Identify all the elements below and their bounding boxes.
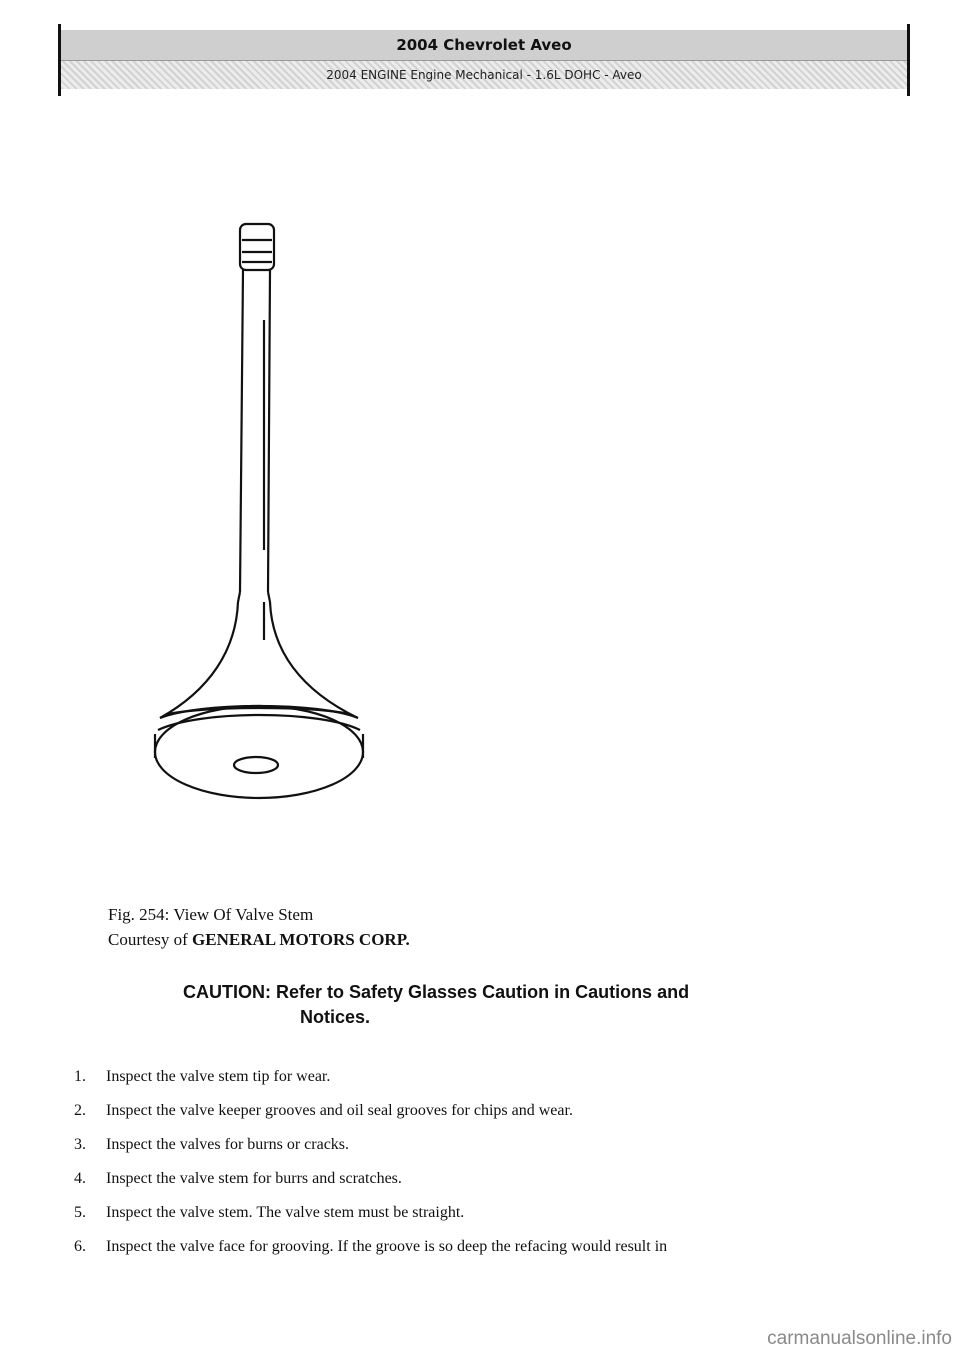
page-header [58, 24, 910, 96]
watermark: carmanualsonline.info [767, 1328, 952, 1349]
list-item: 3. Inspect the valves for burns or cracks. [74, 1136, 350, 1153]
document-subtitle: 2004 ENGINE Engine Mechanical - 1.6L DOHC - Aveo [61, 61, 907, 89]
list-item: 6. Inspect the valve face for grooving. If the groove is so deep the refacing would result in [74, 1238, 668, 1255]
courtesy-prefix: Courtesy of [108, 930, 188, 949]
courtesy-line [108, 927, 410, 952]
valve-stem-figure [140, 210, 380, 810]
caution-line-2: Notices. [300, 1007, 371, 1027]
list-item: 5. Inspect the valve stem. The valve stem must be straight. [74, 1204, 465, 1221]
list-item: 4. Inspect the valve stem for burrs and scratches. [74, 1170, 402, 1187]
figure-caption [108, 902, 410, 952]
valve-stem-icon [140, 210, 380, 810]
list-item: 2. Inspect the valve keeper grooves and oil seal grooves for chips and wear. [74, 1102, 573, 1119]
inspection-steps [74, 1060, 914, 1264]
caution-notice [183, 980, 843, 1030]
figure-label: Fig. 254: View Of Valve Stem [108, 905, 314, 924]
list-item: 1. Inspect the valve stem tip for wear. [74, 1068, 331, 1085]
document-title: 2004 Chevrolet Aveo [61, 30, 907, 61]
caution-line-1: CAUTION: Refer to Safety Glasses Caution in Cautions and [183, 982, 690, 1002]
courtesy-company: GENERAL MOTORS CORP. [192, 930, 410, 949]
